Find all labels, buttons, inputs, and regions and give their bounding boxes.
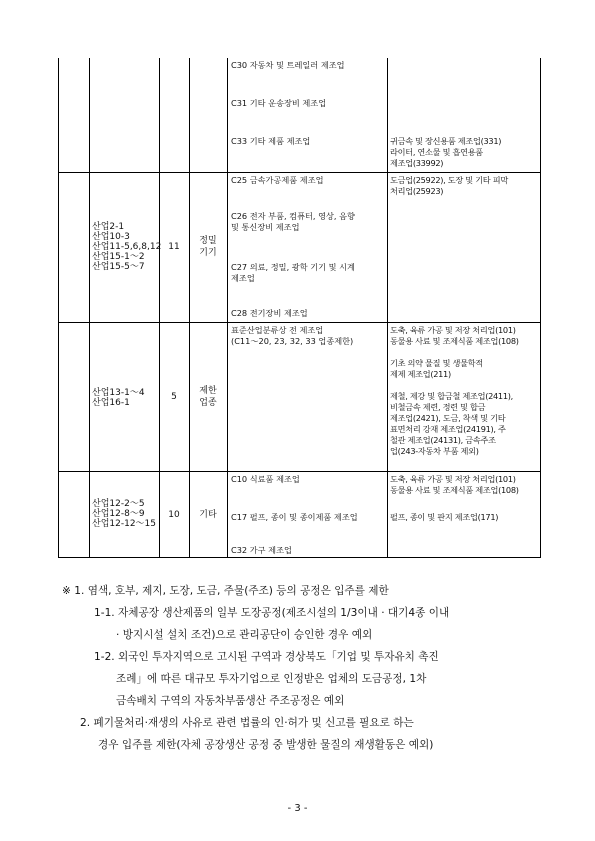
table-rule bbox=[189, 58, 190, 557]
industry-code: C10 식료품 제조업 bbox=[231, 474, 300, 484]
company-count: 11 bbox=[168, 242, 180, 252]
table-rule bbox=[59, 471, 540, 472]
industry-code: C33 기타 제품 제조업 bbox=[231, 136, 311, 146]
company-count: 10 bbox=[168, 510, 180, 520]
remark-text: 귀금속 및 장신용품 제조업(331) 라이터, 연소물 및 흡연용품 제조업(33992) bbox=[390, 136, 502, 168]
table-rule bbox=[159, 58, 160, 557]
note-line: 경우 입주를 제한(자체 공장생산 공정 중 발생한 물질의 재생활동은 예외) bbox=[98, 739, 434, 751]
table-rule bbox=[59, 322, 540, 323]
industry-code: C17 펄프, 종이 및 종이제품 제조업 bbox=[231, 512, 358, 522]
note-line: 조례」에 따른 대규모 투자기업으로 인정받은 업체의 도금공정, 1차 bbox=[116, 673, 427, 685]
area-list: 산업13-1～4 산업16-1 bbox=[92, 388, 145, 408]
area-list: 산업2-1 산업10-3 산업11-5,6,8,12 산업15-1～2 산업15-5～7 bbox=[92, 222, 162, 272]
note-line: 1-1. 자체공장 생산제품의 일부 도장공정(제조시설의 1/3이내 · 대기4종 이내 bbox=[94, 607, 450, 619]
area-list: 산업12-2～5 산업12-8～9 산업12-12～15 bbox=[92, 499, 156, 529]
remark-text: 펄프, 종이 및 판지 제조업(171) bbox=[390, 512, 499, 522]
industry-code: C25 금속가공제품 제조업 bbox=[231, 175, 324, 185]
industry-type: 기타 bbox=[199, 510, 217, 520]
industry-type: 제한 업종 bbox=[199, 386, 217, 408]
note-line: 금속배치 구역의 자동차부품생산 주조공정은 예외 bbox=[116, 695, 345, 707]
industry-code: C31 기타 운송장비 제조업 bbox=[231, 98, 327, 108]
industry-table bbox=[58, 58, 541, 558]
note-line: 1-2. 외국인 투자지역으로 고시된 구역과 경상북도「기업 및 투자유치 촉진 bbox=[94, 651, 439, 663]
industry-code: 표준산업분류상 전 제조업 (C11～20, 23, 32, 33 업종제한) bbox=[231, 325, 354, 346]
note-line: · 방지시설 설치 조건)으로 관리공단이 승인한 경우 예외 bbox=[116, 629, 373, 641]
industry-code: C30 자동차 및 트레일러 제조업 bbox=[231, 60, 345, 70]
table-rule bbox=[59, 172, 540, 173]
table-rule bbox=[89, 58, 90, 557]
page-number: - 3 - bbox=[287, 803, 308, 814]
table-rule bbox=[227, 58, 228, 557]
industry-type: 정밀 기기 bbox=[199, 236, 217, 258]
industry-code: C27 의료, 정밀, 광학 기기 및 시계 제조업 bbox=[231, 262, 355, 283]
industry-code: C26 전자 부품, 컴퓨터, 영상, 음향 및 통신장비 제조업 bbox=[231, 211, 355, 232]
remark-text: 도축, 육류 가공 및 저장 처리업(101) 동물용 사료 및 조제식품 제조업(108) bbox=[390, 474, 519, 495]
company-count: 5 bbox=[171, 392, 177, 402]
note-line: ※ 1. 염색, 호부, 제지, 도장, 도금, 주물(주조) 등의 공정은 입주를 제한 bbox=[62, 585, 389, 597]
industry-code: C32 가구 제조업 bbox=[231, 545, 292, 555]
note-line: 2. 폐기물처리·재생의 사유로 관련 법률의 인·허가 및 신고를 필요로 하는 bbox=[80, 717, 414, 729]
notes-section bbox=[62, 580, 542, 756]
industry-code: C28 전기장비 제조업 bbox=[231, 308, 308, 318]
table-rule bbox=[387, 58, 388, 557]
remark-text: 도금업(25922), 도장 및 기타 피막 처리업(25923) bbox=[390, 175, 508, 196]
remark-text: 도축, 육류 가공 및 저장 처리업(101) 동물용 사료 및 조제식품 제조업(108) 기초 의약 물질 및 생물학적 제제 제조업(211) 제철, 제강 및 합금철 제조업(2411), 비철금속 제련, 정련 및 합금 제조업(2421), 도금, 착색 및 기타 표면처리 강재 제조업(24191), 주 철관 제조업(24131), 금속주조 업(243-자동차 부품 제외) bbox=[390, 325, 519, 456]
